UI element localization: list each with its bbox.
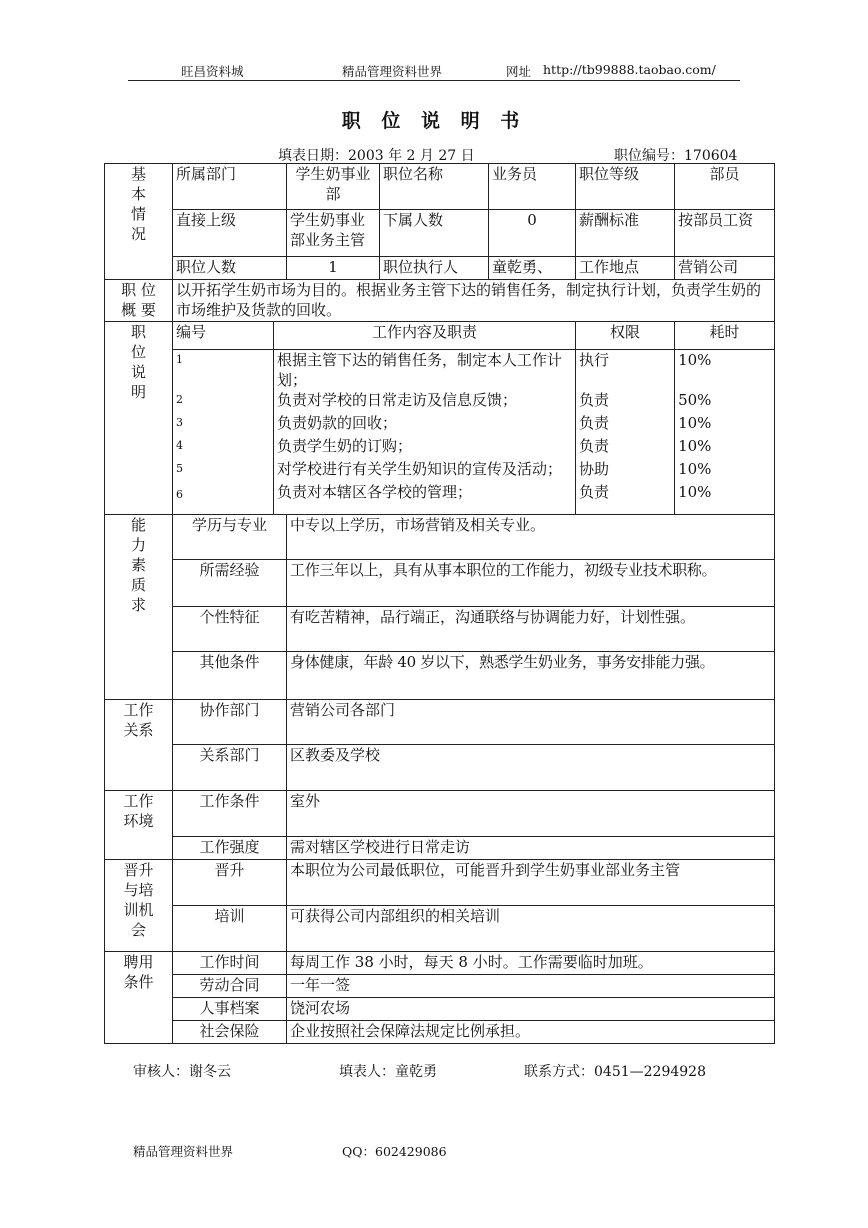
salary-label: 薪酬标准 xyxy=(576,210,675,257)
duty-content: 对学校进行有关学生奶知识的宣传及活动； xyxy=(274,459,576,482)
headcount-value: 1 xyxy=(287,257,380,280)
duties-header-authority: 权限 xyxy=(576,322,675,350)
duty-no: 5 xyxy=(173,459,274,482)
subordinates-label: 下属人数 xyxy=(380,210,489,257)
duties-header-time: 耗时 xyxy=(675,322,775,350)
coop-dept-value: 营销公司各部门 xyxy=(287,699,775,744)
subordinates-value: 0 xyxy=(489,210,576,257)
fill-date: 填表日期：2003 年 2 月 27 日 xyxy=(278,148,475,164)
executor-label: 职位执行人 xyxy=(380,257,489,280)
duty-no: 4 xyxy=(173,436,274,459)
education-value: 中专以上学历，市场营销及相关专业。 xyxy=(287,514,775,559)
duty-authority: 负责 xyxy=(576,390,675,413)
duty-time: 10% xyxy=(675,482,775,514)
experience-value: 工作三年以上，具有从事本职位的工作能力，初级专业技术职称。 xyxy=(287,559,775,606)
duty-authority: 协助 xyxy=(576,459,675,482)
page-title: 职 位 说 明 书 xyxy=(341,110,527,132)
duty-authority: 负责 xyxy=(576,436,675,459)
duties-header-no: 编号 xyxy=(173,322,274,350)
work-hours-label: 工作时间 xyxy=(173,951,287,974)
experience-label: 所需经验 xyxy=(173,559,287,606)
social-insurance-value: 企业按照社会保障法规定比例承担。 xyxy=(287,1020,775,1043)
contact: 联系方式：0451—2294928 xyxy=(524,1064,706,1080)
duty-content: 负责对本辖区各学校的管理； xyxy=(274,482,576,514)
grade-label: 职位等级 xyxy=(576,164,675,210)
dept-label: 所属部门 xyxy=(173,164,287,210)
ability-section-label: 能 力 素 质 求 xyxy=(105,514,173,699)
reviewer: 审核人：谢冬云 xyxy=(133,1064,231,1080)
duty-time: 10% xyxy=(675,350,775,391)
work-intensity-value: 需对辖区学校进行日常走访 xyxy=(287,836,775,859)
employment-section-label: 聘用 条件 xyxy=(105,951,173,1043)
headcount-label: 职位人数 xyxy=(173,257,287,280)
header-url-label: 网址 xyxy=(506,64,532,79)
labor-contract-label: 劳动合同 xyxy=(173,974,287,997)
location-value: 营销公司 xyxy=(675,257,775,280)
duty-authority: 负责 xyxy=(576,413,675,436)
header-left: 旺昌资料城 xyxy=(181,64,244,79)
overview-label: 职 位 概 要 xyxy=(105,280,173,322)
duty-no: 3 xyxy=(173,413,274,436)
work-condition-value: 室外 xyxy=(287,790,775,836)
grade-value: 部员 xyxy=(675,164,775,210)
labor-contract-value: 一年一签 xyxy=(287,974,775,997)
overview-text: 以开拓学生奶市场为目的。根据业务主管下达的销售任务，制定执行计划，负责学生奶的市场维护及货款的回收。 xyxy=(173,280,775,322)
promotion-value: 本职位为公司最低职位，可能晋升到学生奶事业部业务主管 xyxy=(287,859,775,905)
personality-value: 有吃苦精神，品行端正，沟通联络与协调能力好，计划性强。 xyxy=(287,606,775,651)
location-label: 工作地点 xyxy=(576,257,675,280)
position-code: 职位编号：170604 xyxy=(614,148,738,164)
other-conditions-value: 身体健康，年龄 40 岁以下，熟悉学生奶业务，事务安排能力强。 xyxy=(287,651,775,699)
duty-no: 2 xyxy=(173,390,274,413)
header-url[interactable]: http://tb99888.taobao.com/ xyxy=(543,62,716,77)
header-divider xyxy=(128,80,740,81)
duties-section-label: 职 位 说 明 xyxy=(105,322,173,515)
work-condition-label: 工作条件 xyxy=(173,790,287,836)
personnel-archive-label: 人事档案 xyxy=(173,997,287,1020)
duty-time: 10% xyxy=(675,413,775,436)
duty-content: 根据主管下达的销售任务，制定本人工作计划； xyxy=(274,350,576,391)
superior-label: 直接上级 xyxy=(173,210,287,257)
promotion-section-label: 晋升 与培 训机 会 xyxy=(105,859,173,951)
salary-value: 按部员工资 xyxy=(675,210,775,257)
filler: 填表人：童乾勇 xyxy=(339,1064,437,1080)
related-dept-label: 关系部门 xyxy=(173,744,287,790)
superior-value: 学生奶事业部业务主管 xyxy=(287,210,380,257)
executor-value: 童乾勇、 xyxy=(489,257,576,280)
other-conditions-label: 其他条件 xyxy=(173,651,287,699)
related-dept-value: 区教委及学校 xyxy=(287,744,775,790)
position-name-label: 职位名称 xyxy=(380,164,489,210)
personnel-archive-value: 饶河农场 xyxy=(287,997,775,1020)
duty-no: 6 xyxy=(173,482,274,514)
basic-section-label: 基 本 情 况 xyxy=(105,164,173,280)
bottom-qq: QQ：602429086 xyxy=(342,1144,447,1159)
duty-authority: 负责 xyxy=(576,482,675,514)
duty-content: 负责奶款的回收； xyxy=(274,413,576,436)
bottom-left: 精品管理资料世界 xyxy=(133,1144,234,1159)
work-hours-value: 每周工作 38 小时，每天 8 小时。工作需要临时加班。 xyxy=(287,951,775,974)
relations-section-label: 工作 关系 xyxy=(105,699,173,790)
duties-header-content: 工作内容及职责 xyxy=(274,322,576,350)
work-intensity-label: 工作强度 xyxy=(173,836,287,859)
promotion-label: 晋升 xyxy=(173,859,287,905)
duty-authority: 执行 xyxy=(576,350,675,391)
duty-time: 10% xyxy=(675,436,775,459)
duty-time: 50% xyxy=(675,390,775,413)
duty-content: 负责对学校的日常走访及信息反馈； xyxy=(274,390,576,413)
training-value: 可获得公司内部组织的相关培训 xyxy=(287,905,775,951)
duty-time: 10% xyxy=(675,459,775,482)
duty-content: 负责学生奶的订购； xyxy=(274,436,576,459)
position-name-value: 业务员 xyxy=(489,164,576,210)
education-label: 学历与专业 xyxy=(173,514,287,559)
social-insurance-label: 社会保险 xyxy=(173,1020,287,1043)
header-center: 精品管理资料世界 xyxy=(342,64,443,79)
coop-dept-label: 协作部门 xyxy=(173,699,287,744)
dept-value: 学生奶事业部 xyxy=(287,164,380,210)
job-description-table xyxy=(104,163,775,1044)
personality-label: 个性特征 xyxy=(173,606,287,651)
training-label: 培训 xyxy=(173,905,287,951)
environment-section-label: 工作 环境 xyxy=(105,790,173,859)
duty-no: 1 xyxy=(173,350,274,391)
